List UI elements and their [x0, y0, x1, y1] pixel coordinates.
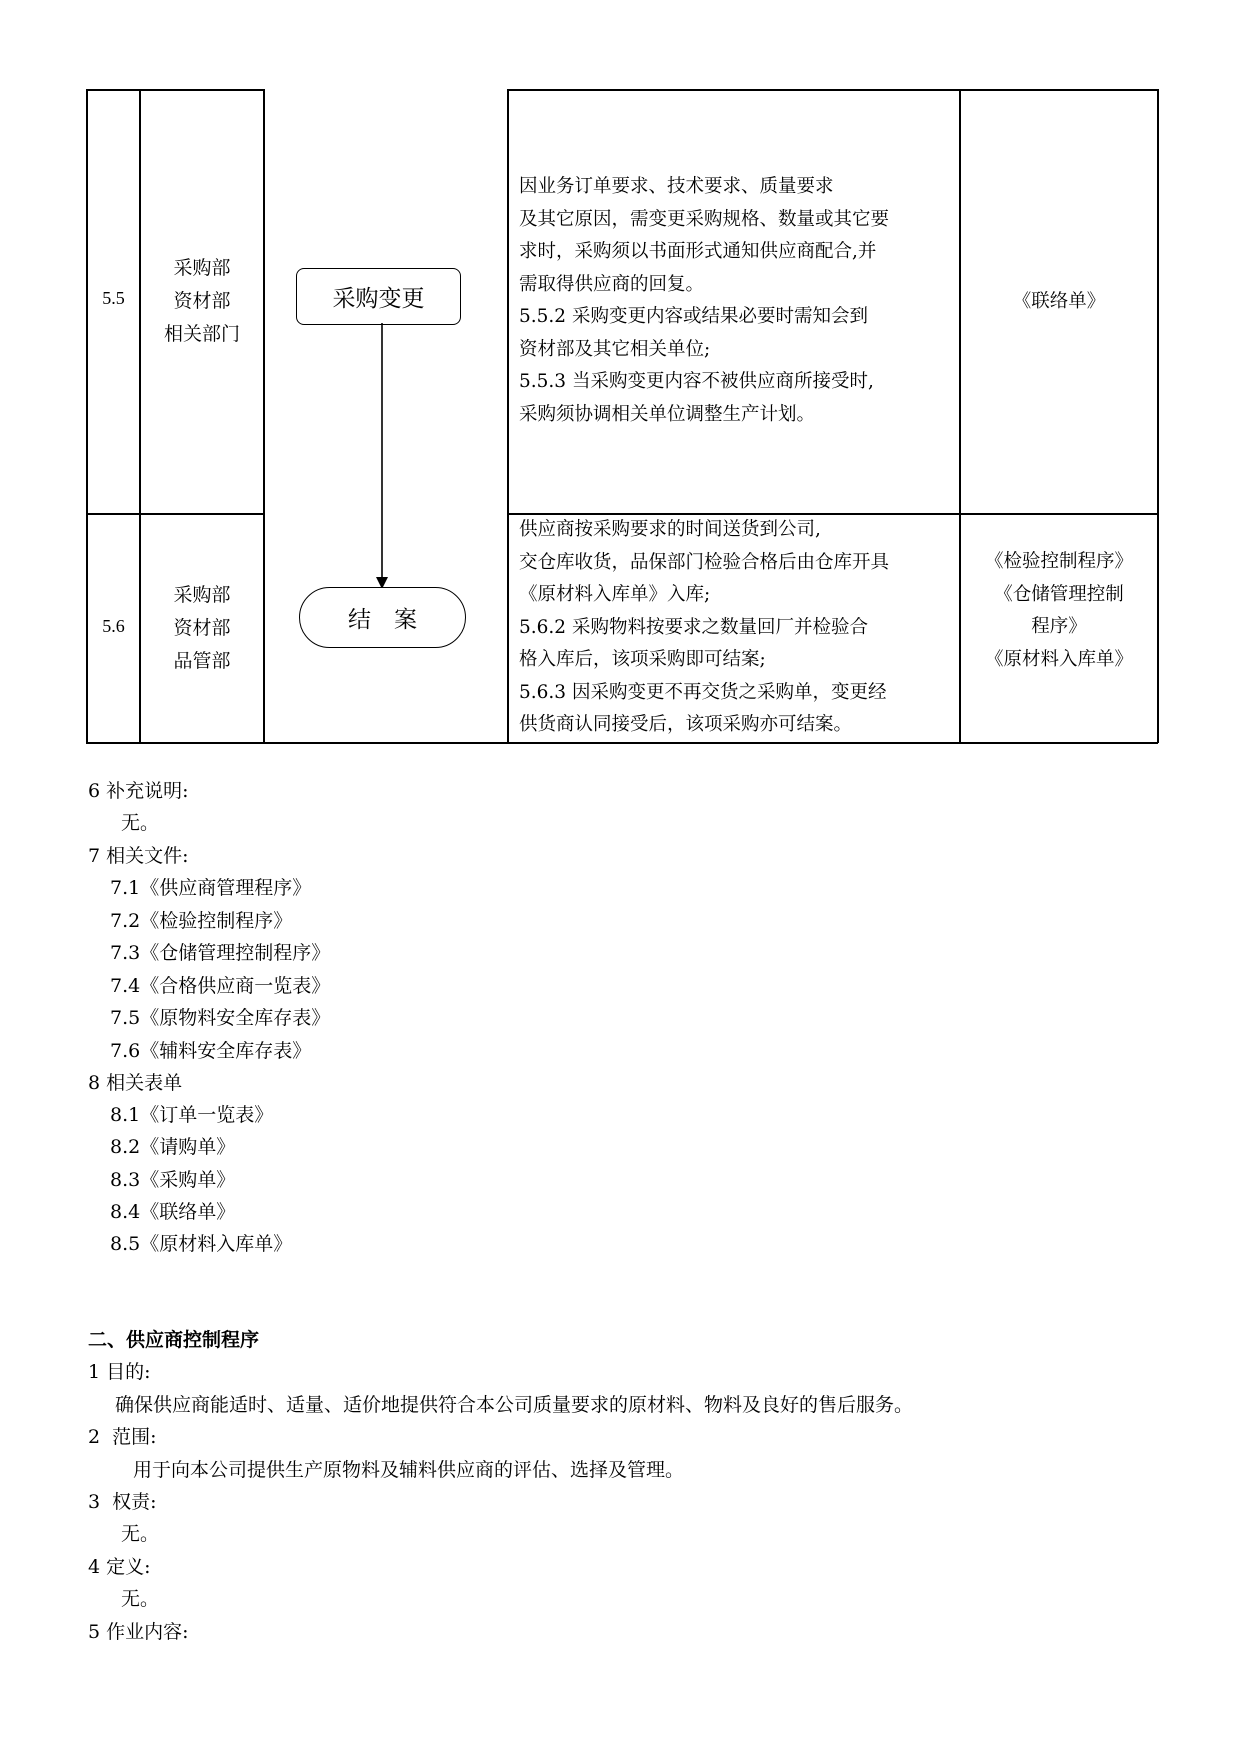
- department: 资材部: [173, 617, 231, 639]
- flow-step-close: [299, 587, 466, 648]
- table-col-line-6: [1157, 89, 1159, 743]
- step-number: 5.5: [102, 288, 125, 308]
- table-row-divider-left: [86, 513, 264, 515]
- section-8-title: 8 相关表单: [88, 1072, 183, 1094]
- related-forms: [961, 546, 1157, 676]
- section-6-body: 无。: [121, 812, 160, 834]
- step-description: [519, 514, 889, 742]
- department: 相关部门: [163, 323, 240, 345]
- department-list: [141, 579, 263, 678]
- step-description: [519, 171, 889, 431]
- table-col-line-4: [507, 89, 509, 743]
- department: 资材部: [173, 290, 231, 312]
- table-col-line-3: [263, 89, 265, 743]
- section-8-item: 8.4《联络单》: [110, 1201, 236, 1223]
- department: 品管部: [173, 650, 231, 672]
- section-7-item: 7.3《仓储管理控制程序》: [110, 942, 331, 964]
- department-list: [141, 252, 263, 351]
- table-border-top-right: [507, 89, 1158, 91]
- flow-step-label: 结 案: [348, 607, 417, 633]
- description-line: 供应商按采购要求的时间送货到公司,: [519, 519, 821, 540]
- section-7-title: 7 相关文件:: [88, 845, 189, 867]
- definition-title: 4 定义:: [88, 1556, 151, 1578]
- scope-body: 用于向本公司提供生产原物料及辅料供应商的评估、选择及管理。: [133, 1459, 685, 1481]
- section-8-item: 8.2《请购单》: [110, 1136, 236, 1158]
- section-7-item: 7.5《原物料安全库存表》: [110, 1007, 331, 1029]
- description-line: 交仓库收货，品保部门检验合格后由仓库开具: [519, 551, 890, 573]
- description-line: 5.6.3 因采购变更不再交货之采购单，变更经: [519, 681, 887, 703]
- flow-step-label: 采购变更: [332, 286, 425, 312]
- section-7-item: 7.2《检验控制程序》: [110, 910, 293, 932]
- section-7-item: 7.6《辅料安全库存表》: [110, 1040, 312, 1062]
- section-8-item: 8.5《原材料入库单》: [110, 1233, 293, 1255]
- description-line: 5.5.2 采购变更内容或结果必要时需知会到: [519, 306, 868, 327]
- form-reference: 《检验控制程序》: [984, 551, 1133, 572]
- description-line: 格入库后，该项采购即可结案;: [519, 649, 766, 670]
- description-line: 供货商认同接受后，该项采购亦可结案。: [519, 714, 853, 735]
- form-reference: 程序》: [1031, 616, 1087, 637]
- section-6-title: 6 补充说明:: [88, 780, 189, 802]
- purpose-body: 确保供应商能适时、适量、适价地提供符合本公司质量要求的原材料、物料及良好的售后服务。: [115, 1394, 914, 1416]
- form-reference: 《联络单》: [1012, 291, 1106, 312]
- related-forms: [961, 286, 1157, 319]
- description-line: 5.6.2 采购物料按要求之数量回厂并检验合: [519, 616, 868, 638]
- department: 采购部: [173, 584, 231, 606]
- description-line: 《原材料入库单》入库;: [519, 584, 711, 605]
- duty-title: 3 权责:: [88, 1491, 157, 1513]
- description-line: 采购须协调相关单位调整生产计划。: [519, 403, 816, 425]
- part-2-heading: 二、供应商控制程序: [88, 1329, 260, 1351]
- section-8-item: 8.1《订单一览表》: [110, 1104, 274, 1126]
- scope-title: 2 范围:: [88, 1426, 157, 1448]
- section-8-item: 8.3《采购单》: [110, 1169, 236, 1191]
- description-line: 5.5.3 当采购变更内容不被供应商所接受时,: [519, 371, 874, 392]
- duty-body: 无。: [121, 1523, 160, 1545]
- table-border-bottom: [86, 742, 1158, 744]
- table-col-line-1: [86, 89, 88, 743]
- flow-step-purchase-change: [296, 268, 461, 325]
- form-reference: 《原材料入库单》: [984, 648, 1133, 670]
- form-reference: 《仓储管理控制: [994, 583, 1124, 605]
- description-line: 及其它原因，需变更采购规格、数量或其它要: [519, 208, 890, 230]
- section-7-item: 7.1《供应商管理程序》: [110, 877, 312, 899]
- purpose-title: 1 目的:: [88, 1361, 151, 1383]
- definition-body: 无。: [121, 1588, 160, 1610]
- department: 采购部: [173, 257, 231, 279]
- description-line: 求时，采购须以书面形式通知供应商配合,并: [519, 241, 877, 262]
- description-line: 资材部及其它相关单位;: [519, 338, 711, 360]
- description-line: 需取得供应商的回复。: [519, 273, 705, 295]
- table-border-top-left: [86, 89, 264, 91]
- step-number: 5.6: [102, 616, 125, 636]
- section-7-item: 7.4《合格供应商一览表》: [110, 975, 331, 997]
- description-line: 因业务订单要求、技术要求、质量要求: [519, 176, 834, 197]
- work-content-title: 5 作业内容:: [88, 1621, 189, 1643]
- flow-arrow: [370, 323, 394, 591]
